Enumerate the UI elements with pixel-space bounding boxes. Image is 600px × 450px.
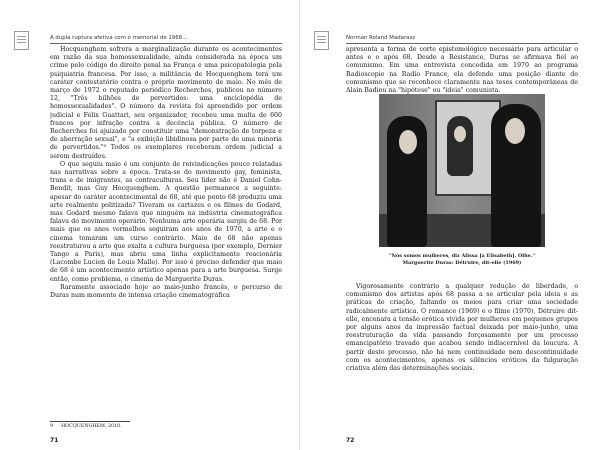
right-page-number: 72 bbox=[346, 437, 355, 444]
photo-caption bbox=[379, 253, 545, 266]
left-body-text bbox=[50, 46, 282, 418]
left-paragraph-1: Hocquenghem sofrera a marginalização durante os acontecimentos em razão da sua homossexualidade, ainda considerada na época um crime pelo código do direito penal na França e uma psicopatologia pela psiquiatria francesa. Por isso, a militância de Hocquenghem terá um caráter contestatório contra o próprio movimento de maio. No mês de março de 1972 o reputado periódico Recherches, publicou no número 12, "Três bilhões de pervertidos: uma enciclopédia de homossexualidades". O número da revista foi apreendido por ordem judicial e Félix Guattari, seu organizador, recebeu uma multa de 600 francos por infração contra a decência pública. O número de Recherches foi ajuizado por constituir uma "demonstração de torpeza e de aberração sexual", e "a exibição libidinosa por parte de uma minoria de pervertidos."⁹ Todos os exemplares receberam ordem judicial a serem destruídos. bbox=[50, 46, 282, 160]
left-running-head: A dupla ruptura afetiva com o memorial de 1968... bbox=[50, 35, 188, 41]
caption-line-1: "Nós somos mulheres, diz Alissa [a Elisabeth]. Olhe." bbox=[388, 253, 536, 259]
right-header-rule bbox=[346, 43, 578, 44]
woman-figure-reflection bbox=[447, 116, 473, 176]
right-top-text bbox=[346, 46, 578, 95]
right-bottom-text bbox=[346, 283, 578, 413]
film-still-photo bbox=[379, 94, 545, 247]
document-icon[interactable] bbox=[14, 31, 29, 50]
caption-line-2: Marguerite Duras: Détruire, dit-elle (1969) bbox=[402, 259, 522, 266]
right-page bbox=[300, 0, 600, 450]
footnote-number: 9 bbox=[50, 424, 54, 429]
footnote bbox=[50, 424, 122, 429]
footnote-rule bbox=[50, 421, 130, 422]
right-paragraph-2: Vigorosamente contrário a qualquer redução de liberdade, o comunismo dos artistas após 68 passa a se articular pela ideia e as práticas de criação, faltando os meios para criar uma sociedade radicalmente artística. O romance (1969) e o filme (1970), Détruire dit-elle, encenara a tensão erótica vivida por mulheres em pequenos grupos por alguns anos da impressão factual deixada por maio-junho, uma reestruturação da vida passando forçosamente por um processo emancipatório travado que acabou sendo indiscernível da loucura. A partir deste processo, não há nem continuidade nem descontinuidade com os acontecimentos, apenas os silêncios eróticos da fulguração criativa além das determinações sociais. bbox=[346, 283, 578, 373]
left-header-rule bbox=[50, 43, 282, 44]
document-icon[interactable] bbox=[314, 31, 329, 50]
right-running-head: Norman Roland Madarasz bbox=[346, 35, 416, 41]
left-paragraph-2: O que seguiu maio é um conjunto de reivindicações pouco relatadas nas narrativas sobre a época. Trata-se do movimento gay, feminista, trans e de imigrantes, as contraculturas. Seu líder não é Daniel Cohn-Bendit, mas Guy Hocquenghem. A questão permanece a seguinte: apesar do caráter acontecimental de 68, até que ponto 68 produziu uma arte realmente politizada? Tiveram os cartazes e os filmes de Godard, mas Godard mesmo falava que ninguém na indústria cinematográfica falava do movimento operário. Nenhuma arte operária surgiu de 68. Por mais que os anos vermelhos seguiram aos anos de 1970, a arte e o cinema tomaram um curso contrário. Maio de 68 não apenas reestruturou a arte que exalta a cultura burguesa (por exemplo, Dernier Tango a Paris), mas abriu uma linha explicitamente reacionária (Lacombe Lucien de Louis Malle). Por isso é preciso defender que maio de 68 é um acontecimento artístico apenas para a arte burguesa. Surge então, como problema, o cinema de Marguerite Duras. bbox=[50, 160, 282, 283]
left-page-number: 71 bbox=[50, 437, 59, 444]
right-paragraph-1: apresenta a forma de corte epistemológico necessário para articular o antes e o após 68. Desde a Résistance, Duras se afirmava fiel ao comunismo. Em uma entrevista concedida em 1970 ao programa Radioscopie na Radio France, ela defende uma posição diante do comunismo que se reconhece claramente nas teses contemporâneas de Alain Badiou na "hipótese" ou "ideia" comunista. bbox=[346, 46, 578, 95]
left-paragraph-3: Raramente associado hoje ao maio-junho francês, o percurso de Duras num momento de intensa criação cinematográfica bbox=[50, 283, 282, 300]
footnote-text: HOCQUENGHEM, 2010. bbox=[61, 424, 122, 429]
